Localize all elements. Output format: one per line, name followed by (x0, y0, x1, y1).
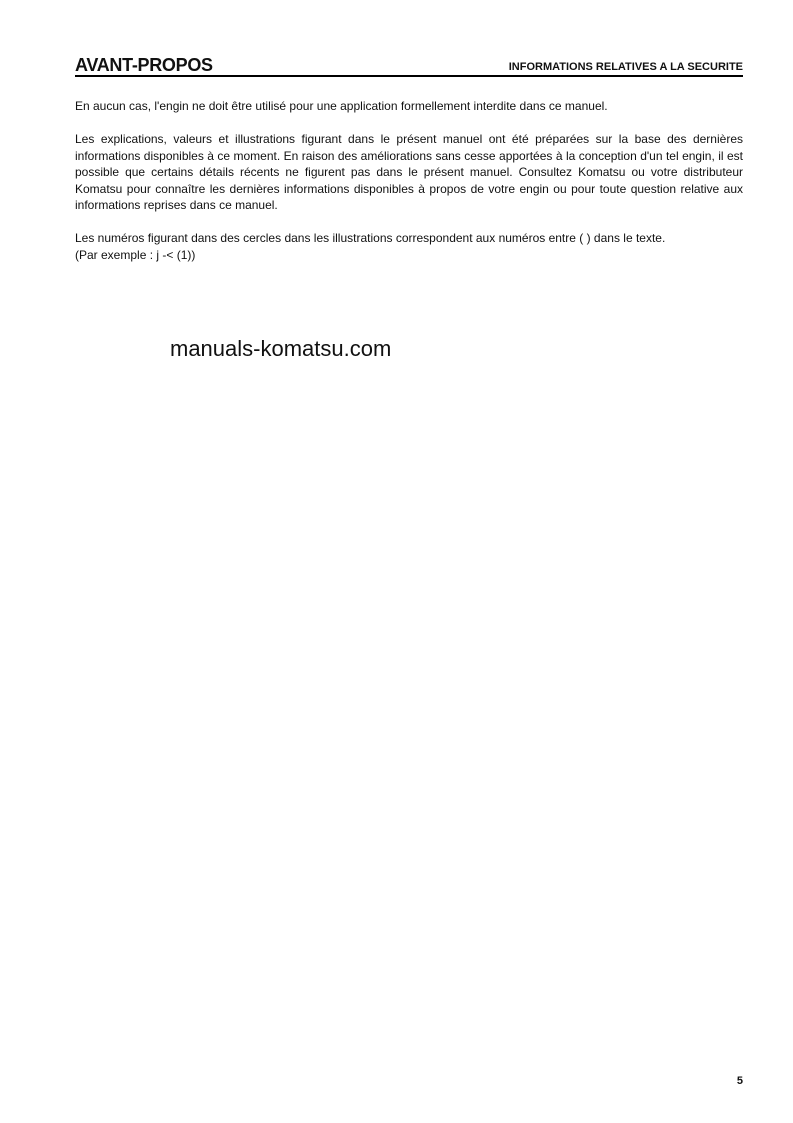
section-title: INFORMATIONS RELATIVES A LA SECURITE (508, 61, 743, 73)
example-line: (Par exemple : j -< (1)) (75, 247, 196, 262)
body-text (75, 98, 743, 263)
page-number: 5 (736, 1075, 743, 1087)
page-title: AVANT-PROPOS (75, 55, 213, 75)
paragraph: En aucun cas, l'engin ne doit être utilisé pour une application formellement interdite dans ce manuel. (75, 99, 608, 113)
paragraph: Les explications, valeurs et illustrations figurant dans le présent manuel ont été préparées sur la base des dernières informations disponibles à ce moment. En raison des améliorations sans cesse apportées à la conception d'un tel engin, il est possible que certains détails récents ne figurent pas dans le présent manuel. Consultez Komatsu ou votre distributeur Komatsu pour connaître les dernières informations disponibles à propos de votre engin ou pour toute question relative aux informations reprises dans ce manuel. (75, 132, 743, 212)
paragraph-line: Les numéros figurant dans des cercles dans les illustrations correspondent aux numéros entre ( ) dans le texte. (75, 231, 666, 245)
header-divider (75, 75, 743, 77)
paragraph (75, 230, 743, 263)
watermark: manuals-komatsu.com (170, 336, 392, 361)
